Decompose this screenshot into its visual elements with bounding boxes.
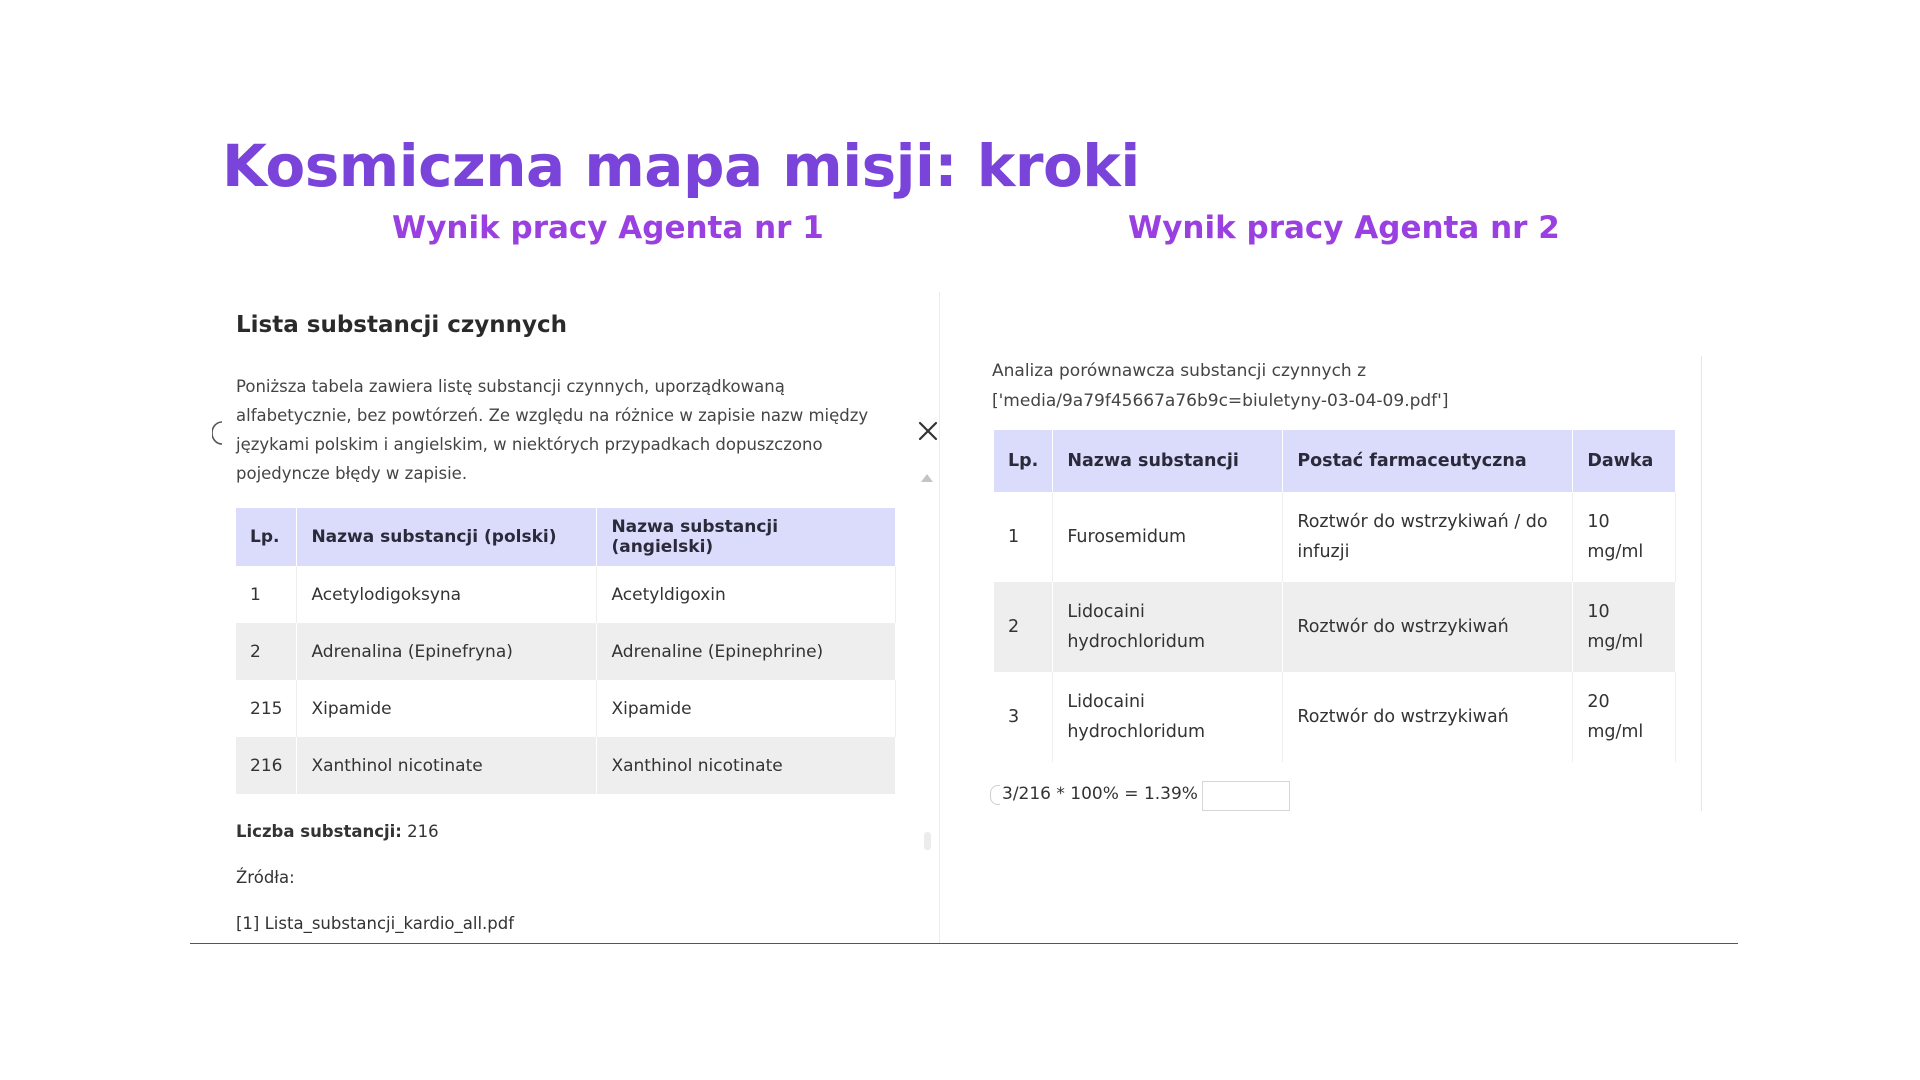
divider <box>190 943 1738 944</box>
table-cell: Xanthinol nicotinate <box>297 737 597 794</box>
column-header: Nazwa substancji (angielski) <box>597 508 896 566</box>
table-row <box>994 582 1676 672</box>
substances-table <box>236 508 896 794</box>
table-cell: 10 mg/ml <box>1573 492 1676 582</box>
table-cell: 20 mg/ml <box>1573 672 1676 762</box>
table-cell: Roztwór do wstrzykiwań / do infuzji <box>1283 492 1573 582</box>
table-cell: 215 <box>236 680 297 737</box>
close-icon[interactable] <box>917 420 939 442</box>
table-row <box>236 566 896 623</box>
column-header: Lp. <box>236 508 297 566</box>
table-cell: Adrenalina (Epinefryna) <box>297 623 597 680</box>
table-cell: 10 mg/ml <box>1573 582 1676 672</box>
comparison-table <box>994 430 1676 762</box>
result-input[interactable] <box>1202 781 1290 811</box>
sources-label: Źródła: <box>236 868 295 887</box>
table-row <box>236 680 896 737</box>
description-source: ['media/9a79f45667a76b9c=biuletyny-03-04-09.pdf'] <box>992 391 1449 411</box>
table-cell: Roztwór do wstrzykiwań <box>1283 672 1573 762</box>
table-cell: 2 <box>236 623 297 680</box>
column-header: Nazwa substancji (polski) <box>297 508 597 566</box>
table-row <box>994 672 1676 762</box>
table-cell: Acetylodigoksyna <box>297 566 597 623</box>
panel-heading: Lista substancji czynnych <box>236 312 568 338</box>
percentage-calculation: 3/216 * 100% = 1.39% <box>1002 784 1198 804</box>
page-title: Kosmiczna mapa misji: kroki <box>222 132 1140 200</box>
agent-2-label: Wynik pracy Agenta nr 2 <box>1128 210 1560 246</box>
table-row <box>236 623 896 680</box>
table-cell: Lidocaini hydrochloridum <box>1053 582 1283 672</box>
source-item: [1] Lista_substancji_kardio_all.pdf <box>236 914 515 933</box>
agent-1-result-panel <box>212 292 940 944</box>
table-cell: 3 <box>994 672 1053 762</box>
column-header: Lp. <box>994 430 1053 492</box>
table-cell: Lidocaini hydrochloridum <box>1053 672 1283 762</box>
scroll-up-icon[interactable] <box>920 472 934 484</box>
scrollbar-thumb[interactable] <box>924 832 931 850</box>
table-cell: 1 <box>994 492 1053 582</box>
agent-1-label: Wynik pracy Agenta nr 1 <box>392 210 824 246</box>
table-cell: 216 <box>236 737 297 794</box>
table-header-row <box>994 430 1676 492</box>
table-cell: 2 <box>994 582 1053 672</box>
panel-description <box>992 356 1592 416</box>
panel-description: Poniższa tabela zawiera listę substancji czynnych, uporządkowaną alfabetycznie, bez powtórzeń. Ze względu na różnice w zapisie nazw między językami polskim i angielskim, w niektórych przypadkach dopuszczono pojedyncze błędy w zapisie. <box>236 377 869 483</box>
substance-count <box>236 822 439 841</box>
table-row <box>236 737 896 794</box>
table-cell: Xanthinol nicotinate <box>597 737 896 794</box>
table-cell: 1 <box>236 566 297 623</box>
collapse-handle-icon[interactable] <box>212 420 224 446</box>
table-row <box>994 492 1676 582</box>
table-cell: Furosemidum <box>1053 492 1283 582</box>
description-line: Analiza porównawcza substancji czynnych z <box>992 361 1367 381</box>
table-header-row <box>236 508 896 566</box>
column-header: Dawka <box>1573 430 1676 492</box>
table-cell: Xipamide <box>297 680 597 737</box>
agent-2-result-panel <box>990 356 1702 811</box>
table-cell: Roztwór do wstrzykiwań <box>1283 582 1573 672</box>
table-cell: Adrenaline (Epinephrine) <box>597 623 896 680</box>
column-header: Postać farmaceutyczna <box>1283 430 1573 492</box>
column-header: Nazwa substancji <box>1053 430 1283 492</box>
table-cell: Acetyldigoxin <box>597 566 896 623</box>
substance-count-label: Liczba substancji: <box>236 822 402 841</box>
table-cell: Xipamide <box>597 680 896 737</box>
selection-marker <box>990 785 1000 805</box>
substance-count-value: 216 <box>407 822 439 841</box>
